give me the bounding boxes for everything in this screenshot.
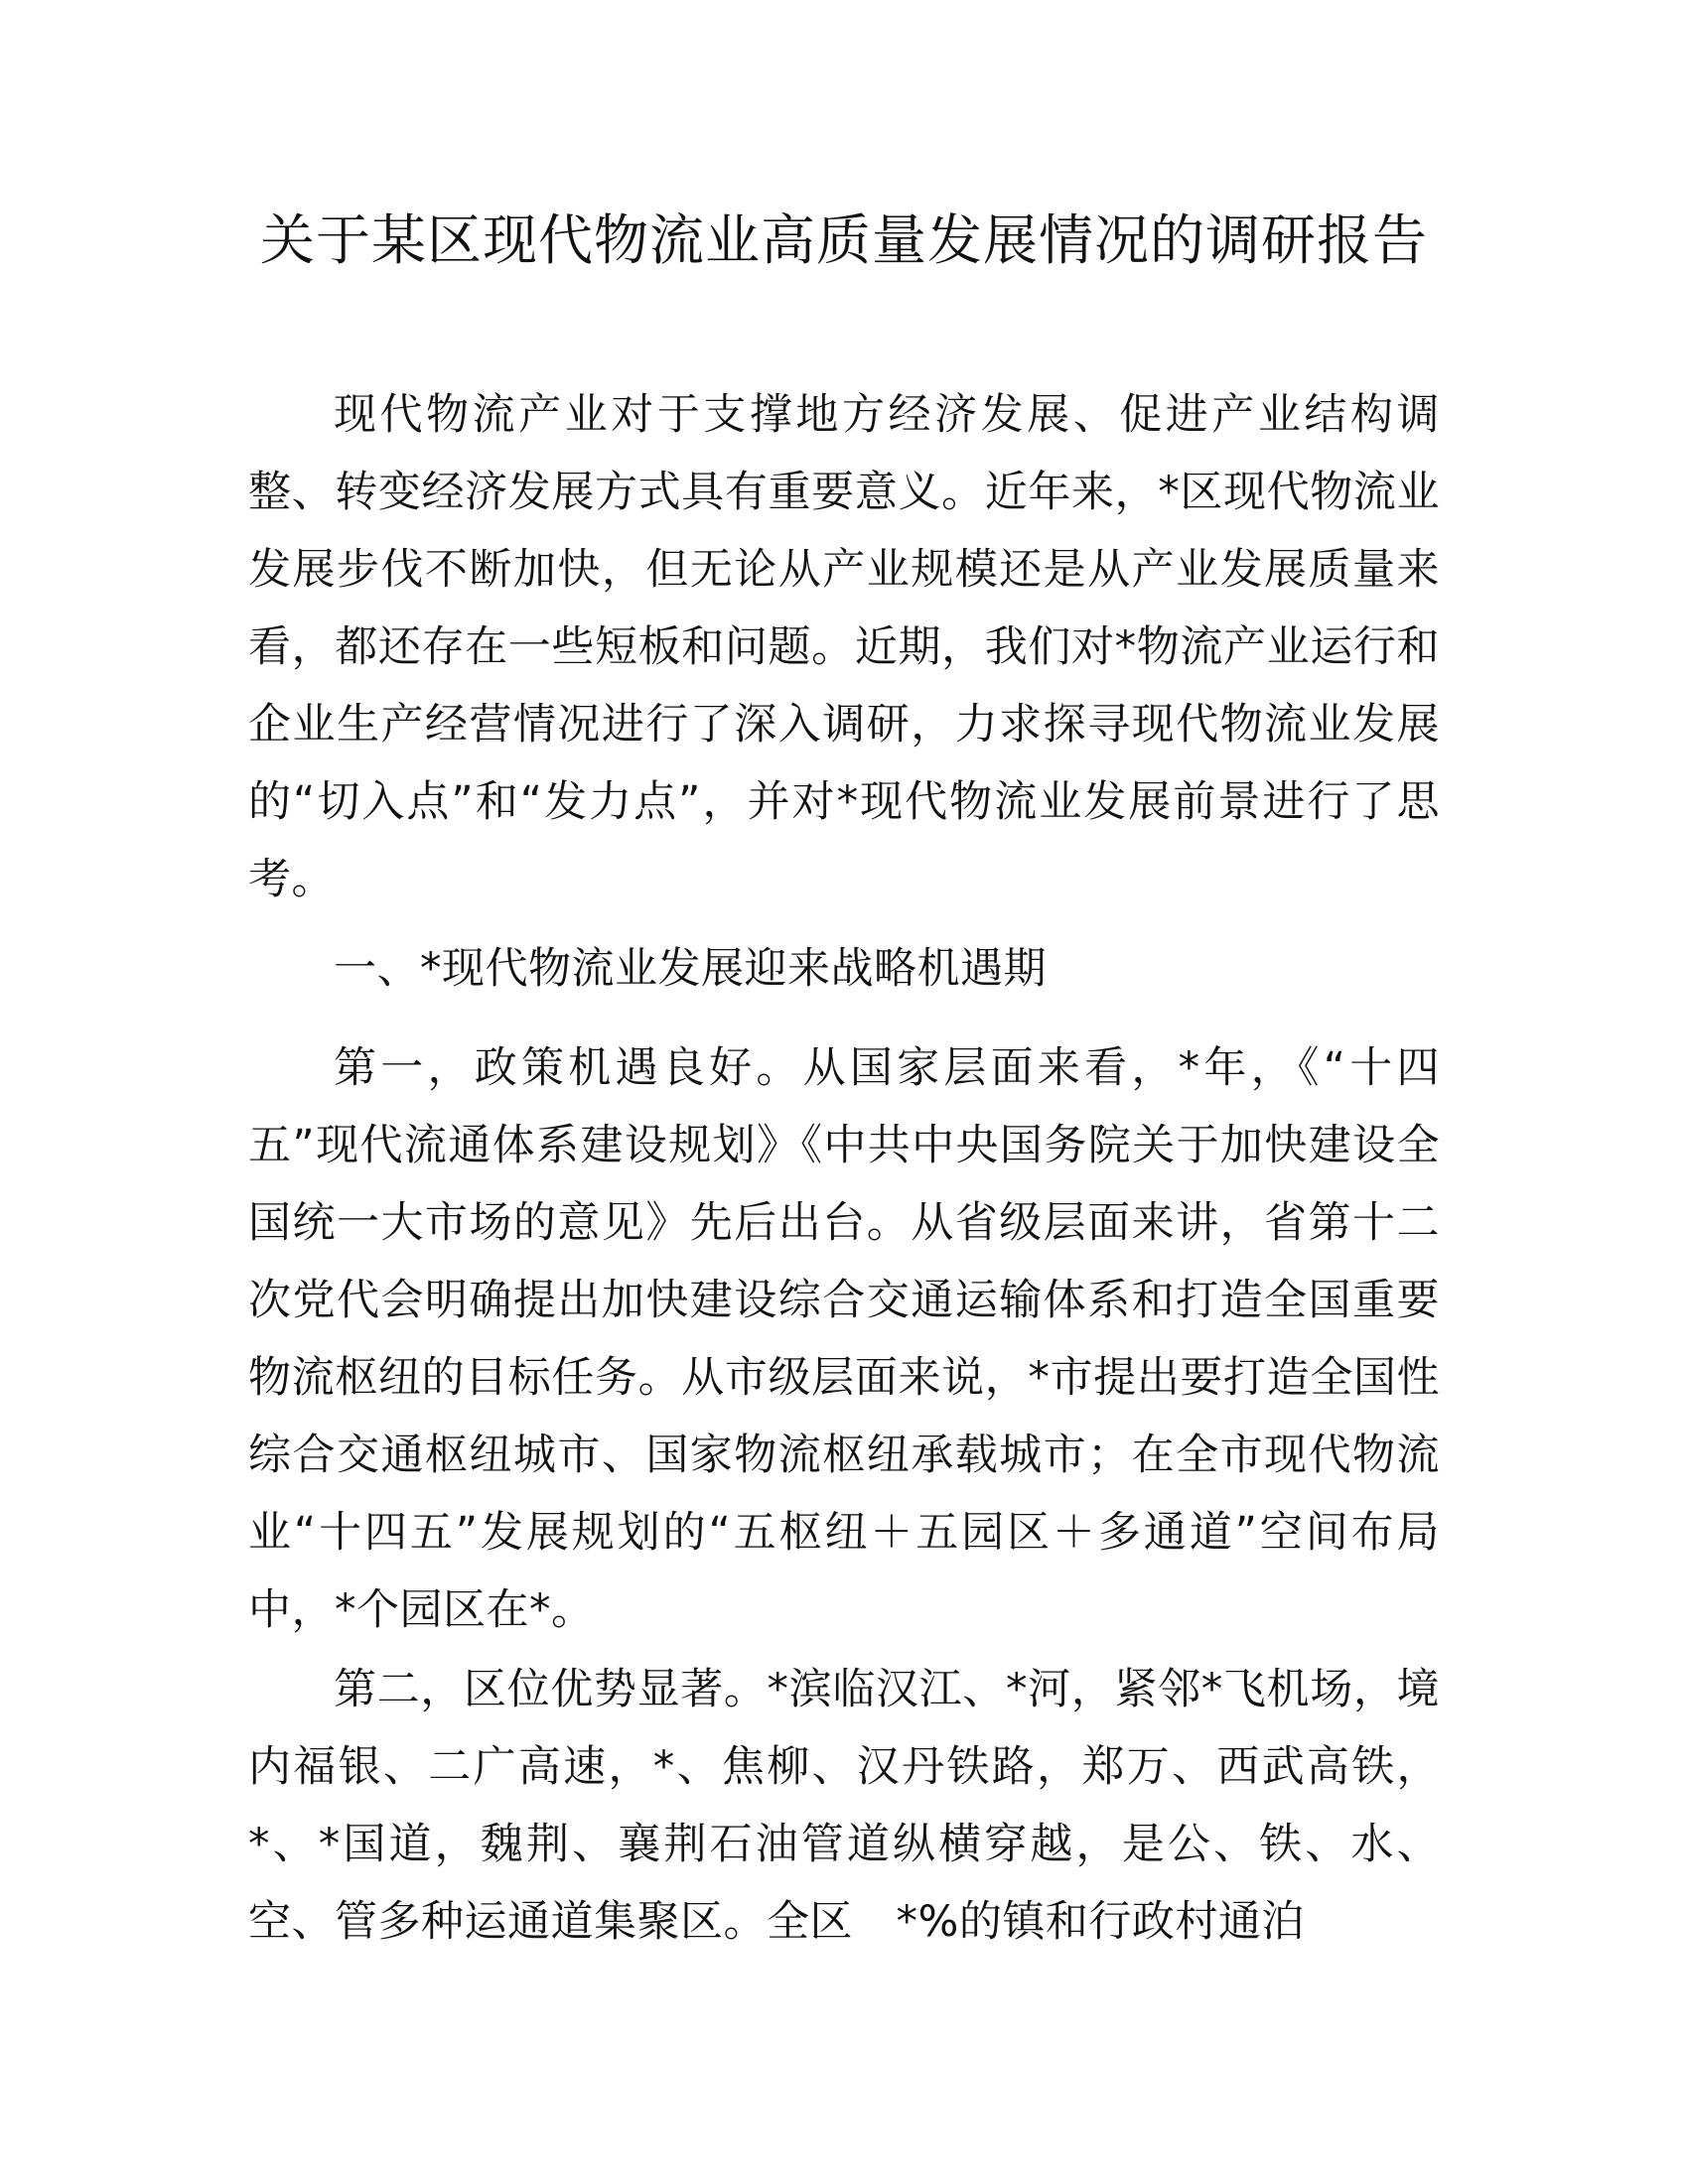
paragraph-location-advantage: 第二，区位优势显著。*滨临汉江、*河，紧邻*飞机场，境内福银、二广高速，*、焦柳、汉丹铁路，郑万、西武高铁，*、*国道，魏荆、襄荆石油管道纵横穿越，是公、铁、水、空、管多种运通道集聚区。全区 *%的镇和行政村通泊 [248, 1665, 1440, 1947]
document-title: 关于某区现代物流业高质量发展情况的调研报告 [259, 208, 1428, 272]
intro-paragraph: 现代物流产业对于支撑地方经济发展、促进产业结构调整、转变经济发展方式具有重要意义。近年来，*区现代物流业发展步伐不断加快，但无论从产业规模还是从产业发展质量来看，都还存在一些短板和问题。近期，我们对*物流产业运行和企业生产经营情况进行了深入调研，力求探寻现代物流业发展的“切入点”和“发力点”，并对*现代物流业发展前景进行了思考。 [248, 390, 1440, 904]
section-heading-1: 一、*现代物流业发展迎来战略机遇期 [334, 944, 1047, 994]
paragraph-policy-opportunity: 第一，政策机遇良好。从国家层面来看，*年，《“十四五”现代流通体系建设规划》《中共中央国务院关于加快建设全国统一大市场的意见》先后出台。从省级层面来讲，省第十二次党代会明确提出加快建设综合交通运输体系和打造全国重要物流枢纽的目标任务。从市级层面来说，*市提出要打造全国性综合交通枢纽城市、国家物流枢纽承载城市；在全市现代物流业“十四五”发展规划的“五枢纽＋五园区＋多通道”空间布局中，*个园区在*。 [248, 1043, 1440, 1635]
